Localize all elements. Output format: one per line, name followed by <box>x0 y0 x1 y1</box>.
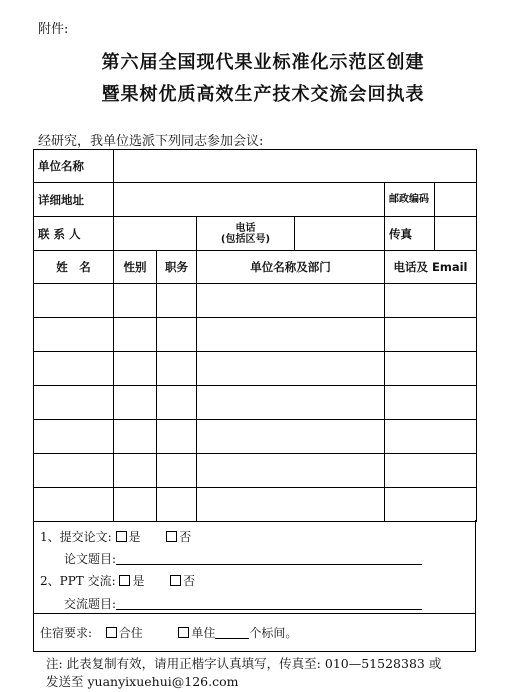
attendee-gender-cell[interactable] <box>114 420 157 454</box>
attendee-row <box>34 318 477 352</box>
attendee-name-cell[interactable] <box>34 488 114 522</box>
ppt-title-input[interactable] <box>116 597 422 610</box>
attendee-unit-cell[interactable] <box>197 318 385 352</box>
paper-yes-checkbox[interactable] <box>116 531 127 542</box>
ppt-yes-checkbox[interactable] <box>119 575 130 586</box>
attendee-contact-cell[interactable] <box>385 284 477 318</box>
attendee-position-cell[interactable] <box>157 488 197 522</box>
ppt-question <box>40 572 195 589</box>
room-count-suffix: 个标间。 <box>249 626 298 640</box>
attendee-row <box>34 386 477 420</box>
ppt-no-label: 否 <box>183 574 196 588</box>
document-title-line1: 第六届全国现代果业标准化示范区创建 <box>101 52 425 73</box>
phone-label <box>197 217 295 251</box>
attendee-position-cell[interactable] <box>157 318 197 352</box>
intro-text: 经研究，我单位选派下列同志参加会议: <box>38 134 264 149</box>
postcode-field[interactable] <box>435 183 477 217</box>
attendee-unit-cell[interactable] <box>197 284 385 318</box>
col-header-name: 姓 名 <box>34 251 114 284</box>
attendee-gender-cell[interactable] <box>114 386 157 420</box>
attendee-position-cell[interactable] <box>157 420 197 454</box>
ppt-no-checkbox[interactable] <box>170 575 181 586</box>
paper-title-label: 论文题目: <box>64 552 117 566</box>
attendee-name-cell[interactable] <box>34 318 114 352</box>
attendee-name-cell[interactable] <box>34 352 114 386</box>
attendee-contact-cell[interactable] <box>385 352 477 386</box>
contact-field[interactable] <box>114 217 197 251</box>
attendee-name-cell[interactable] <box>34 284 114 318</box>
col-header-position: 职务 <box>157 251 197 284</box>
paper-yes-label: 是 <box>128 530 141 544</box>
attendee-position-cell[interactable] <box>157 386 197 420</box>
paper-title-row <box>64 550 422 567</box>
attendee-contact-cell[interactable] <box>385 488 477 522</box>
ppt-title-label: 交流题目: <box>64 597 117 611</box>
address-label: 详细地址 <box>34 183 114 217</box>
attendee-contact-cell[interactable] <box>385 454 477 488</box>
attendee-row <box>34 284 477 318</box>
attendee-row <box>34 420 477 454</box>
lodging-question <box>40 624 297 641</box>
attendee-position-cell[interactable] <box>157 284 197 318</box>
paper-question-label: 1、提交论文: <box>40 530 112 544</box>
registration-form-table <box>33 149 477 522</box>
unit-name-field[interactable] <box>114 150 477 183</box>
attendee-contact-cell[interactable] <box>385 420 477 454</box>
col-header-unit-dept: 单位名称及部门 <box>197 251 385 284</box>
attendee-contact-cell[interactable] <box>385 386 477 420</box>
footer-note-line1: 注: 此表复制有效，请用正楷字认真填写，传真至: 010—51528383 或 <box>46 656 442 671</box>
attendee-gender-cell[interactable] <box>114 352 157 386</box>
postcode-label: 邮政编码 <box>385 183 435 217</box>
contact-label: 联 系 人 <box>34 217 114 251</box>
attendee-row <box>34 352 477 386</box>
attendee-position-cell[interactable] <box>157 352 197 386</box>
col-header-phone-email: 电话及 Email <box>385 251 477 284</box>
footer-note-line2: 发送至 yuanyixuehui@126.com <box>46 674 239 689</box>
attendee-name-cell[interactable] <box>34 454 114 488</box>
shared-room-checkbox[interactable] <box>106 627 117 638</box>
paper-title-input[interactable] <box>116 552 422 565</box>
attendee-row <box>34 454 477 488</box>
ppt-title-row <box>64 595 422 612</box>
col-header-gender: 性别 <box>114 251 157 284</box>
attendee-row <box>34 488 477 522</box>
attendee-position-cell[interactable] <box>157 454 197 488</box>
attendee-gender-cell[interactable] <box>114 488 157 522</box>
paper-no-label: 否 <box>179 530 192 544</box>
shared-room-label: 合住 <box>118 626 143 640</box>
phone-field[interactable] <box>295 217 385 251</box>
paper-question <box>40 528 191 545</box>
fax-field[interactable] <box>435 217 477 251</box>
phone-label-note: (包括区号) <box>220 233 271 245</box>
attendee-unit-cell[interactable] <box>197 454 385 488</box>
attendee-unit-cell[interactable] <box>197 488 385 522</box>
address-field[interactable] <box>114 183 385 217</box>
lodging-label: 住宿要求: <box>40 626 93 640</box>
room-count-input[interactable] <box>215 626 249 639</box>
ppt-question-label: 2、PPT 交流: <box>40 574 116 588</box>
attendee-name-cell[interactable] <box>34 420 114 454</box>
attendee-gender-cell[interactable] <box>114 284 157 318</box>
attendee-gender-cell[interactable] <box>114 318 157 352</box>
unit-name-label: 单位名称 <box>34 150 114 183</box>
questions-section <box>33 520 476 652</box>
fax-label: 传真 <box>385 217 435 251</box>
attendee-unit-cell[interactable] <box>197 420 385 454</box>
single-room-checkbox[interactable] <box>178 627 189 638</box>
attendee-gender-cell[interactable] <box>114 454 157 488</box>
document-title-line2: 暨果树优质高效生产技术交流会回执表 <box>101 84 425 105</box>
ppt-yes-label: 是 <box>132 574 145 588</box>
attendee-unit-cell[interactable] <box>197 386 385 420</box>
section-divider <box>34 613 475 614</box>
attendee-unit-cell[interactable] <box>197 352 385 386</box>
paper-no-checkbox[interactable] <box>166 531 177 542</box>
attachment-label: 附件: <box>38 22 69 37</box>
attendee-contact-cell[interactable] <box>385 318 477 352</box>
attendee-name-cell[interactable] <box>34 386 114 420</box>
phone-label-text: 电话 <box>235 222 256 234</box>
footer-note <box>46 655 441 691</box>
single-room-label: 单住 <box>191 626 216 640</box>
